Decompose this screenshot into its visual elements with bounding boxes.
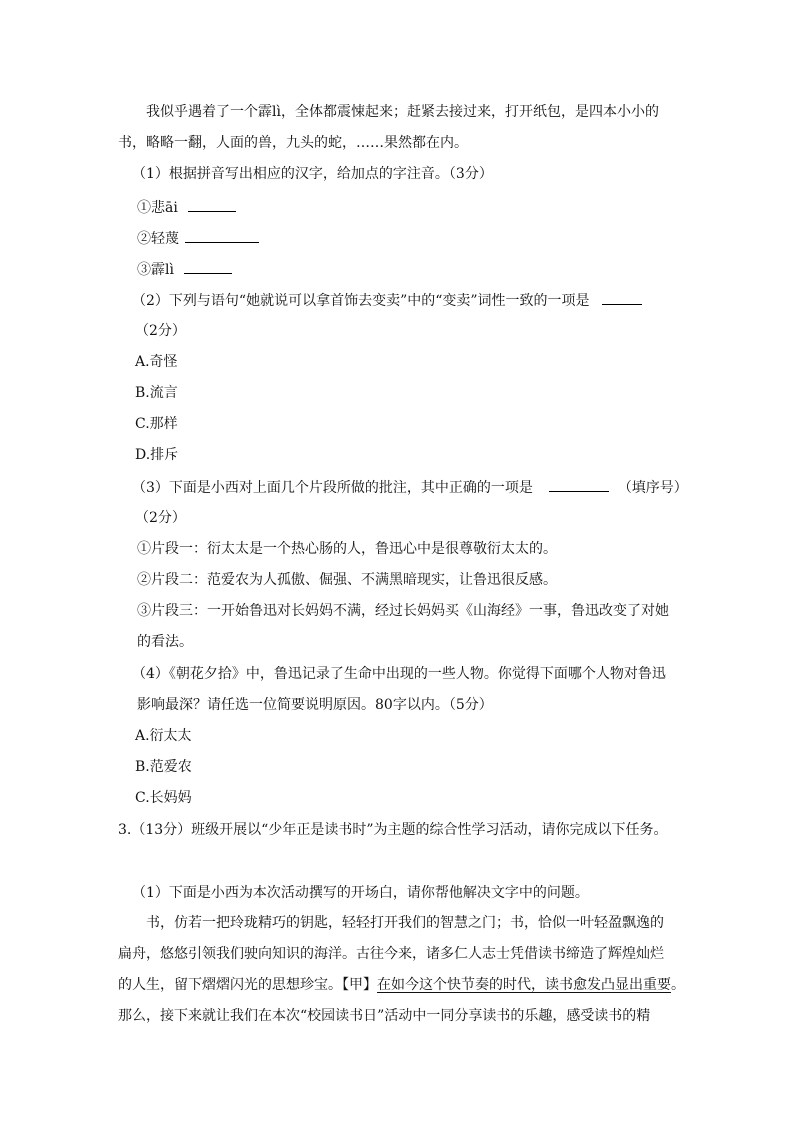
question-1-item-b-text: ②轻蔑: [137, 231, 179, 247]
opening-paragraph-line-3-text: 的人生，留下熠熠闪光的思想珍宝。【甲】: [118, 977, 377, 993]
opening-paragraph-line-2: 扁舟，悠悠引领我们驶向知识的海洋。古往今来，诸多仁人志士凭借读书缔造了辉煌灿烂: [118, 946, 664, 962]
answer-blank[interactable]: [188, 197, 236, 212]
sentence-end-mark: 。: [671, 977, 685, 993]
question-2-option-a: A.奇怪: [135, 354, 178, 370]
question-1-item-a: [137, 197, 236, 218]
question-3-item-2: ②片段二：范爱农为人孤傲、倔强、不满黑暗现实，让鲁迅很反感。: [137, 572, 557, 588]
answer-blank[interactable]: [549, 477, 609, 492]
intro-paragraph-line-2: 书，略略一翻，人面的兽，九头的蛇，……果然都在内。: [118, 135, 468, 151]
question-4-option-c: C.长妈妈: [135, 790, 192, 806]
question-2-option-d: D.排斥: [135, 447, 179, 463]
underlined-sentence-jia: 在如今这个快节奏的时代，读书愈发凸显出重要: [377, 977, 671, 993]
question-4-line-2: 影响最深？请任选一位简要说明原因。80字以内。（5分）: [137, 697, 493, 713]
intro-paragraph-line-1: 我似乎遇着了一个霹lì，全体都震悚起来；赶紧去接过来，打开纸包，是四本小小的: [146, 104, 659, 120]
question-3-item-3-line-1: ③片段三：一开始鲁迅对长妈妈不满，经过长妈妈买《山海经》一事，鲁迅改变了对她: [137, 603, 669, 619]
opening-paragraph-line-1: 书，仿若一把玲珑精巧的钥匙，轻轻打开我们的智慧之门；书，恰似一叶轻盈飘逸的: [146, 915, 664, 931]
opening-paragraph-line-4: 那么，接下来就让我们在本次“校园读书日”活动中一同分享读书的乐趣，感受读书的精: [118, 1008, 651, 1024]
question-2-points: （2分）: [135, 323, 186, 339]
answer-blank[interactable]: [602, 290, 642, 305]
question-3-fill-hint: （填序号）: [617, 480, 688, 496]
question-3-stem: （3）下面是小西对上面几个片段所做的批注，其中正确的一项是: [132, 480, 533, 496]
question-4-option-b: B.范爱农: [135, 759, 192, 775]
question-2-option-b: B.流言: [135, 385, 178, 401]
question-1-item-c: [137, 259, 232, 280]
section-3-question-1: （1）下面是小西为本次活动撰写的开场白，请你帮他解决文字中的问题。: [132, 885, 589, 901]
question-1-item-c-text: ③霹lì: [137, 262, 174, 278]
question-4-line-1: （4）《朝花夕拾》中，鲁迅记录了生命中出现的一些人物。你觉得下面哪个人物对鲁迅: [132, 666, 666, 682]
question-1-title: （1）根据拼音写出相应的汉字，给加点的字注音。（3分）: [132, 166, 493, 182]
question-2-stem: （2）下列与语句“她就说可以拿首饰去变卖”中的“变卖”词性一致的一项是: [132, 293, 590, 309]
section-3-header: 3.（13分）班级开展以“少年正是读书时”为主题的综合性学习活动，请你完成以下任务。: [118, 822, 668, 838]
opening-paragraph-line-3: [118, 975, 685, 995]
question-2-option-c: C.那样: [135, 416, 178, 432]
answer-blank[interactable]: [184, 259, 232, 274]
question-3-points: （2分）: [135, 510, 186, 526]
question-2-line-1: [132, 290, 642, 311]
question-3-item-1: ①片段一：衍太太是一个热心肠的人，鲁迅心中是很尊敬衍太太的。: [137, 541, 557, 557]
question-4-option-a: A.衍太太: [135, 728, 192, 744]
question-1-item-a-text: ①悲āi: [137, 200, 178, 216]
answer-blank[interactable]: [185, 228, 259, 243]
question-3-line-1: [132, 477, 688, 498]
question-1-item-b: [137, 228, 259, 249]
question-3-item-3-line-2: 的看法。: [137, 634, 193, 650]
